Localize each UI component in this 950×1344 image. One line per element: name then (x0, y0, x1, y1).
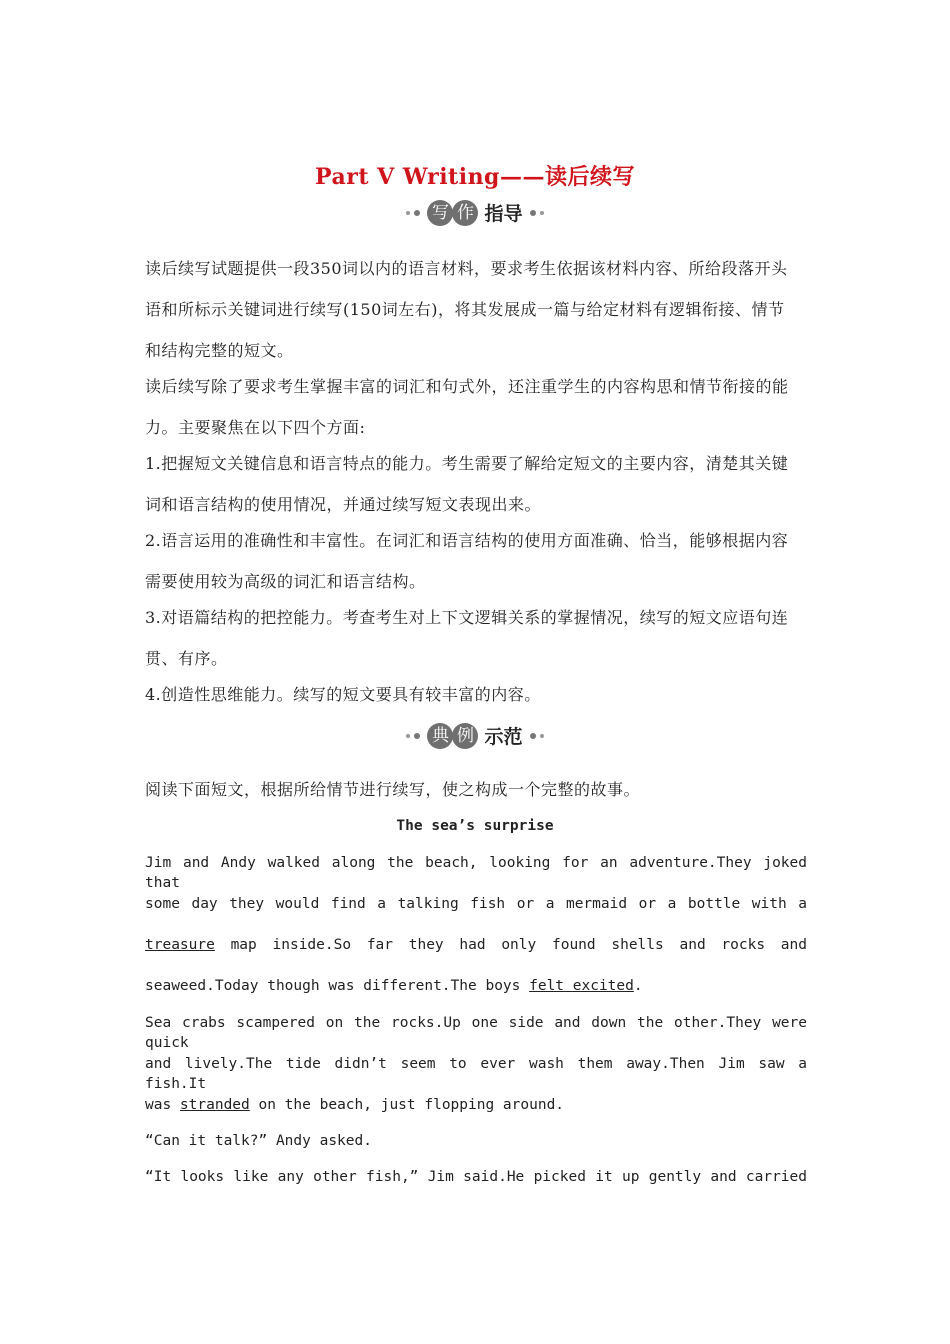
text-line: 贯、有序。 (145, 649, 228, 668)
right-dots-ornament (530, 733, 544, 739)
story-paragraph-4 (145, 1167, 807, 1208)
guide-point-3 (145, 608, 807, 690)
guide-intro-paragraph (145, 259, 807, 382)
story-title: The sea’s surprise (396, 818, 554, 834)
text-line: 词和语言结构的使用情况，并通过续写短文表现出来。 (145, 495, 542, 514)
text-line: 阅读下面短文，根据所给情节进行续写，使之构成一个完整的故事。 (145, 780, 641, 799)
heading-badge-1: 典 (427, 723, 453, 749)
text-line: 读后续写除了要求考生掌握丰富的词汇和句式外，还注重学生的内容构思和情节衔接的能 (145, 377, 789, 396)
text-line: 读后续写试题提供一段350词以内的语言材料，要求考生依据该材料内容、所给段落开头 (145, 259, 788, 278)
story-paragraph-2 (145, 1013, 807, 1136)
text-line: “Can it talk?” Andy asked. (145, 1133, 372, 1149)
text-line: 1.把握短文关键信息和语言特点的能力。考生需要了解给定短文的主要内容，清楚其关键 (145, 454, 789, 473)
text-line: some day they would find a talking fish or a mermaid or a bottle with a (145, 896, 807, 912)
story-paragraph-3 (145, 1131, 807, 1172)
text-line: 语和所标示关键词进行续写(150词左右)，将其发展成一篇与给定材料有逻辑衔接、情节 (145, 300, 785, 319)
left-dots-ornament (406, 733, 420, 739)
text-line: Sea crabs scampered on the rocks.Up one side and down the other.They were quick (145, 1015, 807, 1051)
guide-point-4 (145, 685, 807, 726)
page-title: Part Ⅴ Writing——读后续写 (315, 164, 635, 190)
guide-focus-paragraph (145, 377, 807, 459)
underlined-word: treasure (145, 937, 215, 953)
text-line: treasure map inside.So far they had only found shells and rocks and (145, 937, 807, 953)
heading-badge-2: 作 (452, 200, 478, 226)
text-line: 3.对语篇结构的把控能力。考查考生对上下文逻辑关系的掌握情况，续写的短文应语句连 (145, 608, 789, 627)
text-line: 和结构完整的短文。 (145, 341, 294, 360)
heading-text: 指导 (484, 203, 523, 225)
text-line: 需要使用较为高级的词汇和语言结构。 (145, 572, 426, 591)
task-instruction (145, 780, 807, 821)
text-line: seaweed.Today though was different.The boys felt excited. (145, 978, 643, 994)
text-line: “It looks like any other fish,” Jim said.He picked it up gently and carried (145, 1169, 807, 1185)
text-line: Jim and Andy walked along the beach, looking for an adventure.They joked that (145, 855, 807, 891)
guide-point-2 (145, 531, 807, 613)
guide-point-1 (145, 454, 807, 536)
text-line: 4.创造性思维能力。续写的短文要具有较丰富的内容。 (145, 685, 541, 704)
example-heading (0, 722, 950, 756)
right-dots-ornament (530, 210, 544, 216)
heading-text: 示范 (484, 726, 523, 748)
left-dots-ornament (406, 210, 420, 216)
underlined-phrase: felt excited (529, 978, 634, 994)
writing-guide-heading (0, 199, 950, 233)
underlined-word: stranded (179, 1097, 250, 1113)
heading-badge-2: 例 (452, 723, 478, 749)
heading-badge-1: 写 (427, 200, 453, 226)
text-line: 力。主要聚焦在以下四个方面: (145, 418, 366, 437)
story-paragraph-1 (145, 853, 807, 1017)
text-line: 2.语言运用的准确性和丰富性。在词汇和语言结构的使用方面准确、恰当，能够根据内容 (145, 531, 789, 550)
text-line: and lively.The tide didn’t seem to ever wash them away.Then Jim saw a fish.It (145, 1056, 807, 1092)
text-line: was stranded on the beach, just flopping around. (145, 1097, 565, 1113)
